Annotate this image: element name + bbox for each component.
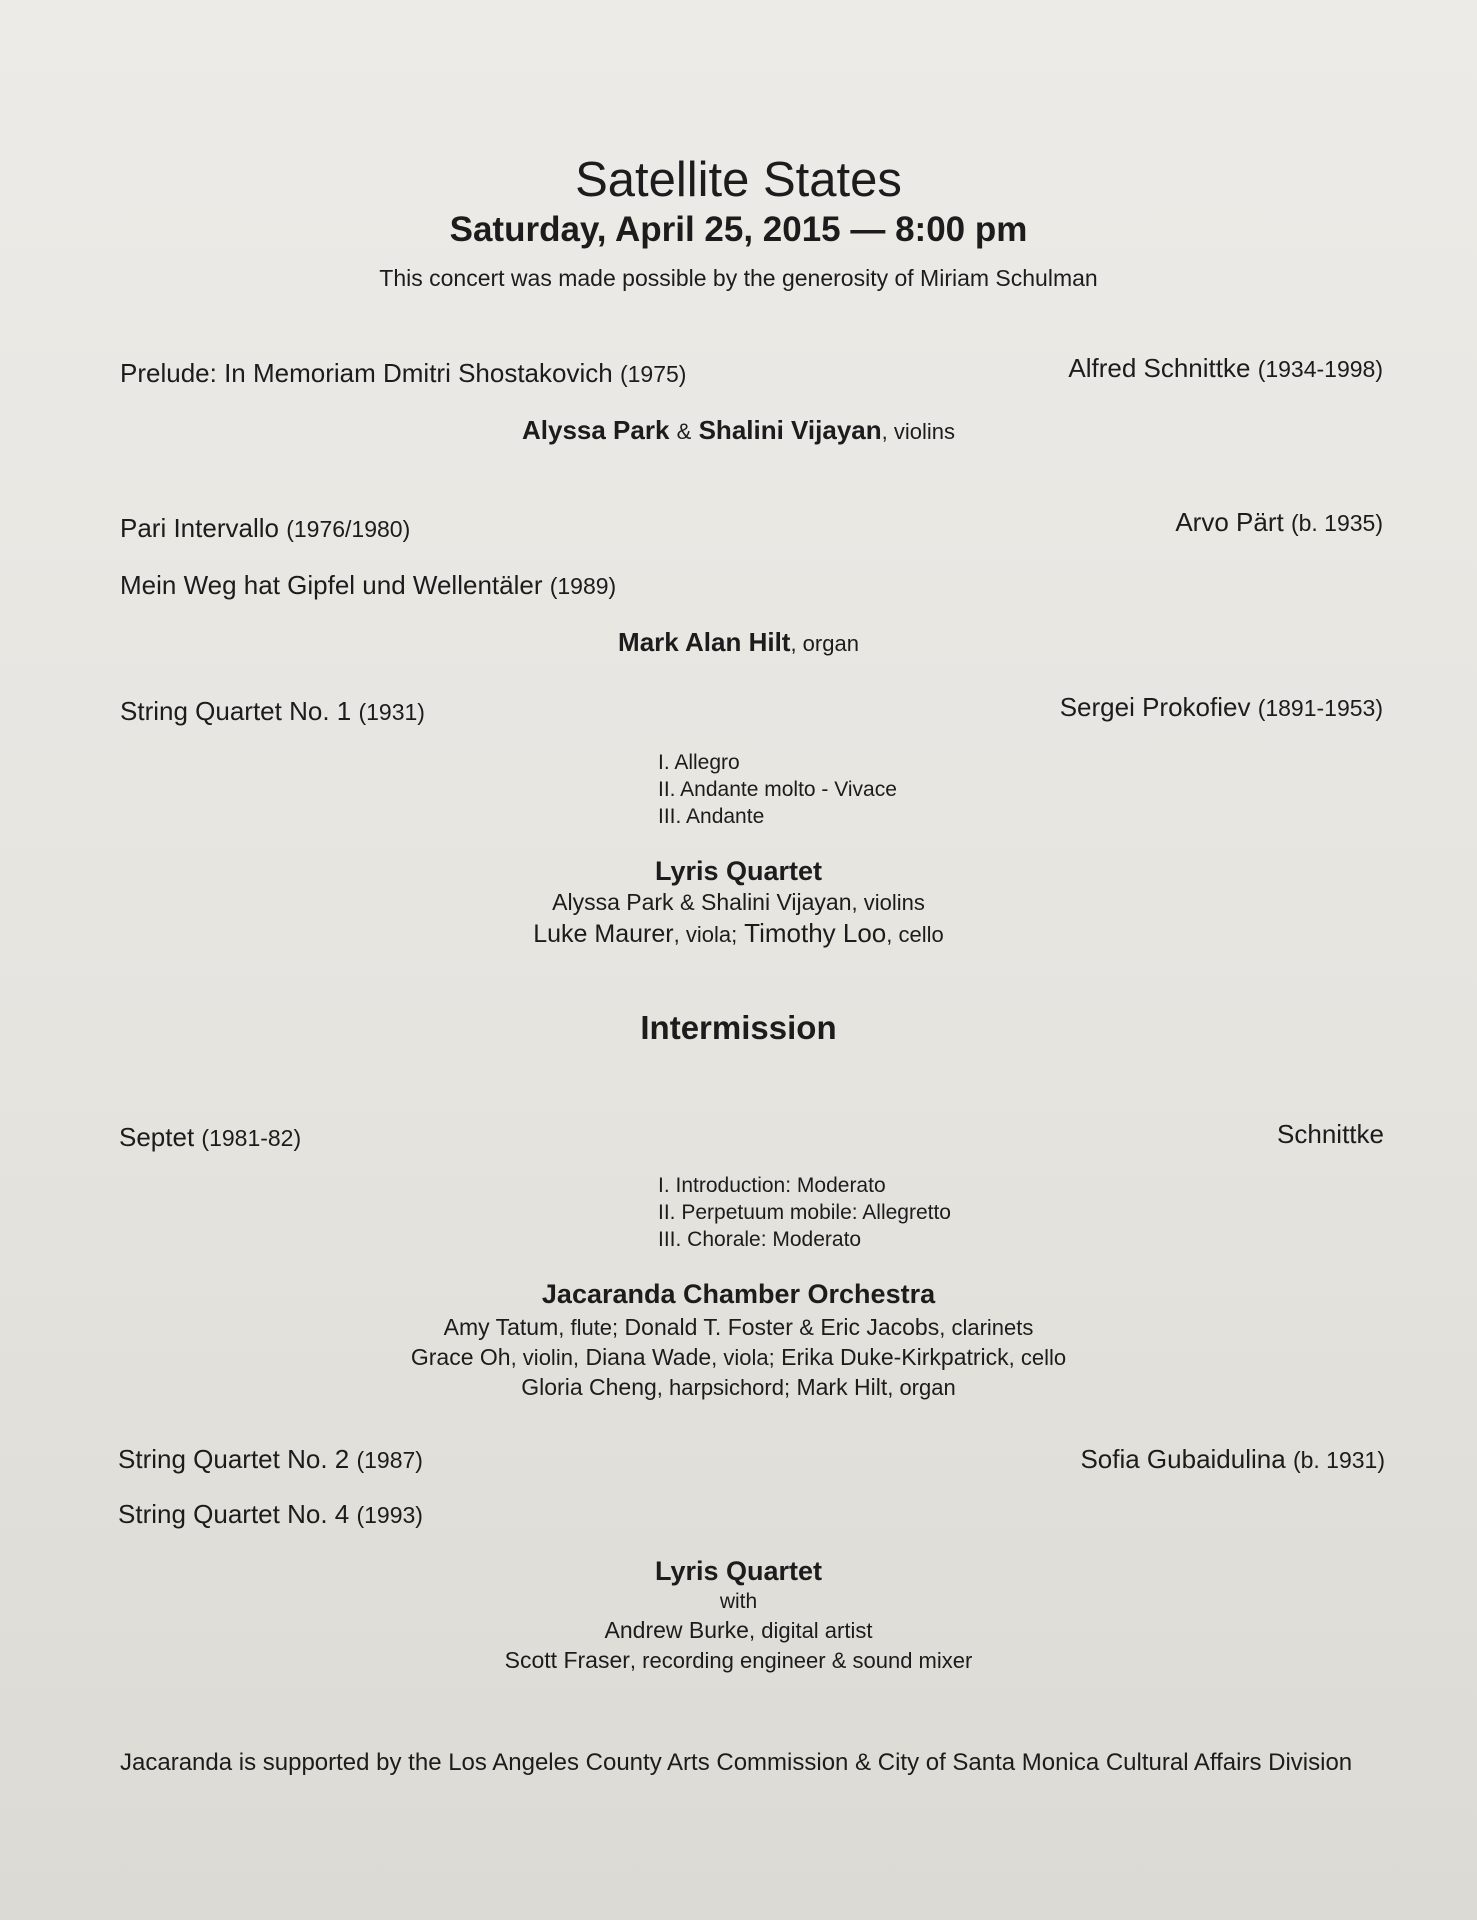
performer-line: Amy Tatum, flute; Donald T. Foster & Eric Jacobs, clarinets (443, 1314, 1034, 1340)
movement: I. Allegro (658, 751, 740, 774)
piece-title: Prelude: In Memoriam Dmitri Shostakovich (1975) (120, 358, 687, 388)
footer-note: Jacaranda is supported by the Los Angeles County Arts Commission & City of Santa Monica Cultural Affairs Division (120, 1749, 1353, 1776)
movement: I. Introduction: Moderato (658, 1174, 886, 1197)
performers: Alyssa Park & Shalini Vijayan, violins (521, 415, 955, 445)
with-label: with (719, 1590, 758, 1613)
performers: Mark Alan Hilt, organ (618, 627, 859, 657)
ensemble-name: Lyris Quartet (654, 856, 823, 886)
piece-title: Mein Weg hat Gipfel und Wellentäler (1989) (120, 570, 617, 600)
performer-line: Grace Oh, violin, Diana Wade, viola; Erika Duke-Kirkpatrick, cello (410, 1344, 1067, 1370)
piece-title: String Quartet No. 1 (1931) (120, 696, 425, 726)
composer: Sergei Prokofiev (1891-1953) (1059, 692, 1383, 722)
composer: Sofia Gubaidulina (b. 1931) (1080, 1444, 1385, 1474)
performer-line: Luke Maurer, viola; Timothy Loo, cello (533, 918, 944, 948)
movement-list (658, 749, 897, 830)
piece-title: Septet (1981-82) (119, 1122, 302, 1152)
ensemble-name: Lyris Quartet (654, 1556, 823, 1586)
composer: Arvo Pärt (b. 1935) (1175, 507, 1383, 537)
performer-line: Scott Fraser, recording engineer & sound mixer (504, 1647, 973, 1673)
performer-line: Gloria Cheng, harpsichord; Mark Hilt, organ (521, 1374, 956, 1400)
performer-line: Andrew Burke, digital artist (604, 1617, 873, 1643)
movement: III. Chorale: Moderato (658, 1228, 862, 1251)
piece-title: String Quartet No. 2 (1987) (118, 1444, 423, 1474)
ensemble-name: Jacaranda Chamber Orchestra (541, 1279, 936, 1309)
intermission-heading: Intermission (640, 1009, 837, 1046)
concert-date: Saturday, April 25, 2015 — 8:00 pm (449, 210, 1028, 249)
movement: III. Andante (658, 805, 765, 828)
concert-title: Satellite States (575, 153, 902, 207)
piece-title: Pari Intervallo (1976/1980) (120, 513, 411, 543)
piece-title: String Quartet No. 4 (1993) (118, 1499, 423, 1529)
composer: Alfred Schnittke (1934-1998) (1068, 353, 1383, 383)
composer: Schnittke (1277, 1119, 1384, 1149)
movement: II. Perpetuum mobile: Allegretto (658, 1201, 951, 1224)
sponsor-note: This concert was made possible by the generosity of Miriam Schulman (379, 265, 1098, 291)
movement: II. Andante molto - Vivace (658, 778, 897, 801)
performer-line: Alyssa Park & Shalini Vijayan, violins (552, 889, 925, 915)
movement-list (658, 1172, 951, 1253)
